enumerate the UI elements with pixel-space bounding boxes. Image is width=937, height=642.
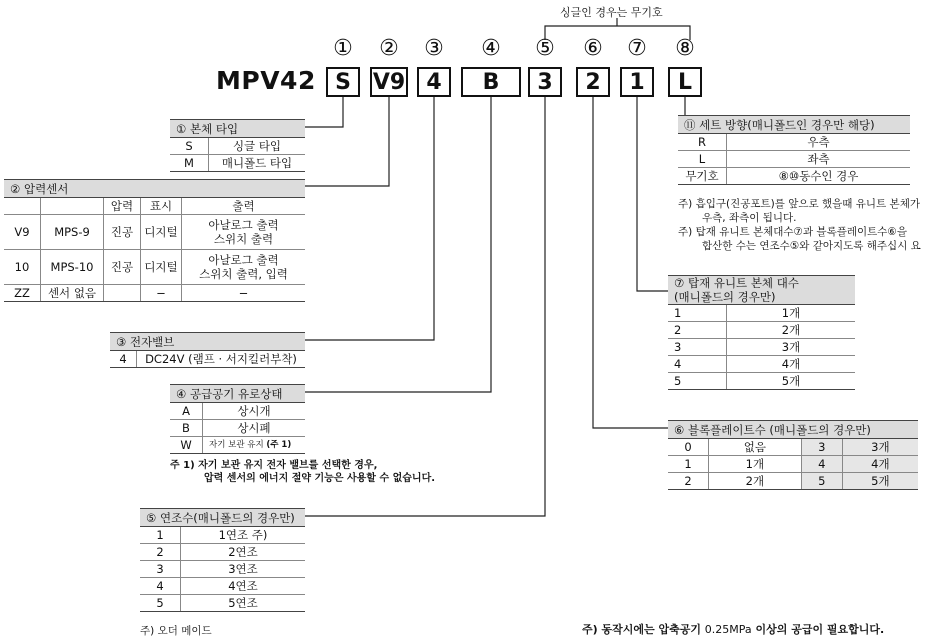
code-box-5: 3 xyxy=(528,67,562,97)
note-latching: 주 1) 자기 보관 유지 전자 밸브를 선택한 경우, 압력 센서의 에너지 절약 기능은 사용할 수 없습니다. xyxy=(170,460,436,484)
table-row: W 자기 보관 유지 (주 1) xyxy=(170,437,305,454)
code-box-1: S xyxy=(326,67,360,97)
position-number-2: ② xyxy=(379,36,399,61)
table-title: ⑪ 세트 방향(매니폴드인 경우만 해당) xyxy=(678,116,910,134)
code-box-6: 2 xyxy=(576,67,610,97)
code-box-3: 4 xyxy=(417,67,451,97)
table-row: 무기호 ⑧⑩동수인 경우 xyxy=(678,168,910,185)
table-row: 2 2개 5 5개 xyxy=(668,473,918,490)
table-row: 1 1개 4 4개 xyxy=(668,456,918,473)
note-set-direction: 주) 흡입구(진공포트)를 앞으로 했을때 유니트 본체가 우측, 좌측이 됩니다. 주) 탑재 유니트 본체대수⑦과 블록플레이트수⑥을 합산한 수는 연조수⑤와 같아지도록 해주십시 요 xyxy=(678,198,921,252)
table-row: 4 4연조 xyxy=(140,578,305,595)
table-row: A 상시개 xyxy=(170,403,305,420)
position-number-4: ④ xyxy=(481,36,501,61)
table-row: 0 없음 3 3개 xyxy=(668,439,918,456)
position-number-7: ⑦ xyxy=(627,36,647,61)
table-row: 10 MPS-10 진공 디지털 아날로그 출력 스위치 출력, 입력 xyxy=(4,250,305,285)
table-pressure-sensor: ② 압력센서 압력 표시 출력 V9 MPS-9 진공 디지털 아날로그 출력 스위치 출력 10 MPS-10 진공 디지털 아날로그 출력 스위치 출력, 입력 ZZ 센서 없음 − − xyxy=(4,179,305,302)
connector-5 xyxy=(305,97,545,516)
connector-1 xyxy=(305,97,343,127)
code-box-8: L xyxy=(668,67,702,97)
table-row: 4 DC24V (램프 · 서지킬러부착) xyxy=(110,351,305,368)
connector-3 xyxy=(305,97,434,340)
table-stations xyxy=(140,508,305,612)
table-title: ④ 공급공기 유로상태 xyxy=(170,385,305,403)
position-number-6: ⑥ xyxy=(583,36,603,61)
table-mounted-units xyxy=(668,275,855,390)
table-row: L 좌측 xyxy=(678,151,910,168)
table-row: 5 5개 xyxy=(668,373,855,390)
note-order-made: 주) 오더 메이드 xyxy=(140,625,212,637)
note-supply-pressure: 주) 동작시에는 압축공기 0.25MPa 이상의 공급이 필요합니다. xyxy=(582,623,885,636)
table-row: 2 2개 xyxy=(668,322,855,339)
table-solenoid-valve xyxy=(110,332,305,368)
table-block-plates xyxy=(668,420,918,490)
table-supply-air xyxy=(170,384,305,454)
table-title: ⑤ 연조수(매니폴드의 경우만) xyxy=(140,509,305,527)
table-row: M 매니폴드 타입 xyxy=(170,155,305,172)
table-row: S 싱글 타입 xyxy=(170,138,305,155)
table-set-direction xyxy=(678,115,910,185)
position-number-8: ⑧ xyxy=(675,36,695,61)
model-name: MPV42 xyxy=(216,66,316,95)
code-box-2: V9 xyxy=(370,67,408,97)
table-row: ZZ 센서 없음 − − xyxy=(4,285,305,302)
table-row: 5 5연조 xyxy=(140,595,305,612)
table-body-type xyxy=(170,119,305,172)
table-title: ⑦ 탑재 유니트 본체 대수 (매니폴드의 경우만) xyxy=(668,276,855,305)
table-row: 2 2연조 xyxy=(140,544,305,561)
table-row: V9 MPS-9 진공 디지털 아날로그 출력 스위치 출력 xyxy=(4,215,305,250)
connector-6 xyxy=(593,97,668,428)
position-number-1: ① xyxy=(333,36,353,61)
table-row: B 상시폐 xyxy=(170,420,305,437)
table-row: 4 4개 xyxy=(668,356,855,373)
position-number-3: ③ xyxy=(424,36,444,61)
table-title: ① 본체 타입 xyxy=(170,120,305,138)
connector-2 xyxy=(305,97,389,186)
table-row: 3 3연조 xyxy=(140,561,305,578)
table-row: 1 1개 xyxy=(668,305,855,322)
table-title: ② 압력센서 xyxy=(4,180,305,198)
table-row: 3 3개 xyxy=(668,339,855,356)
table-title: ⑥ 블록플레이트수 (매니폴드의 경우만) xyxy=(668,421,918,439)
code-box-4: B xyxy=(461,67,521,97)
bracket-label: 싱글인 경우는 무기호 xyxy=(560,6,663,19)
connector-4 xyxy=(305,97,491,392)
position-number-5: ⑤ xyxy=(535,36,555,61)
table-row: R 우측 xyxy=(678,134,910,151)
table-title: ③ 전자밸브 xyxy=(110,333,305,351)
connector-7 xyxy=(637,97,668,291)
table-row: 1 1연조 주) xyxy=(140,527,305,544)
code-box-7: 1 xyxy=(620,67,654,97)
bracket-line xyxy=(545,26,690,40)
